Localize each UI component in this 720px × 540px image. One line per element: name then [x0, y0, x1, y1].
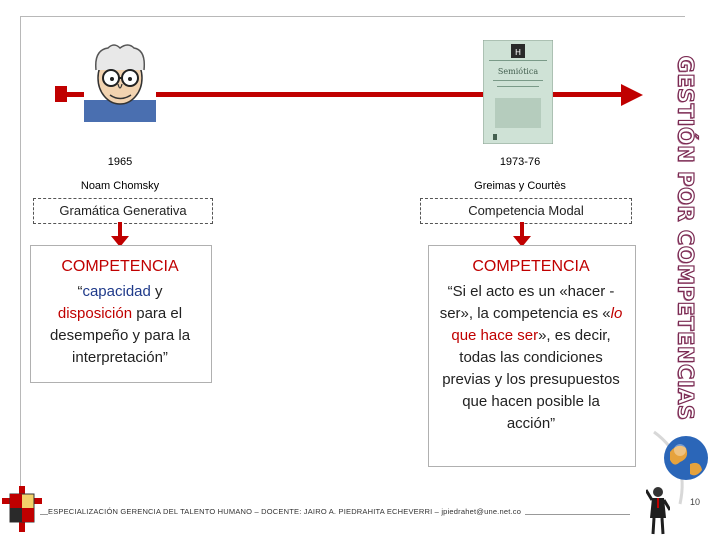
timeline-start-marker: [55, 86, 67, 102]
logo-emblem: [2, 486, 42, 532]
definition-title-left: COMPETENCIA: [61, 258, 179, 275]
year-label-left: 1965: [107, 156, 133, 168]
vertical-title-text: GESTIÓN POR COMPETENCIAS: [674, 55, 698, 421]
concept-box-right: Competencia Modal: [420, 198, 632, 224]
definition-text-right: “Si el acto es un «hacer -ser», la competencia es «lo que hace ser», es decir, todas las condiciones previas y los presupuestos que hacen posible la acción”: [439, 283, 623, 432]
page-number: 10: [690, 497, 701, 507]
author-label-left: Noam Chomsky: [80, 180, 160, 192]
timeline-arrowhead: [621, 84, 643, 106]
footer-text: ESPECIALIZACIÓN GERENCIA DEL TALENTO HUMANO – DOCENTE: JAIRO A. PIEDRAHITA ECHEVERRI – jpiedrahet@une.net.co: [48, 507, 525, 516]
chomsky-portrait: [84, 40, 156, 122]
vertical-title: [668, 55, 704, 421]
concept-box-left: Gramática Generativa: [33, 198, 213, 224]
frame-left-line: [20, 16, 21, 488]
definition-title-right: COMPETENCIA: [472, 258, 590, 275]
book-cover: [483, 40, 553, 144]
author-label-right: Greimas y Courtès: [474, 180, 566, 192]
svg-text:H: H: [514, 48, 522, 57]
businessman-icon: [646, 486, 670, 536]
year-label-right: 1973-76: [499, 156, 541, 168]
definition-text-left: “capacidad y disposición para el desempeño y para la interpretación”: [49, 283, 191, 366]
frame-top-line: [20, 16, 685, 17]
svg-text:Semiótica: Semiótica: [497, 67, 539, 76]
